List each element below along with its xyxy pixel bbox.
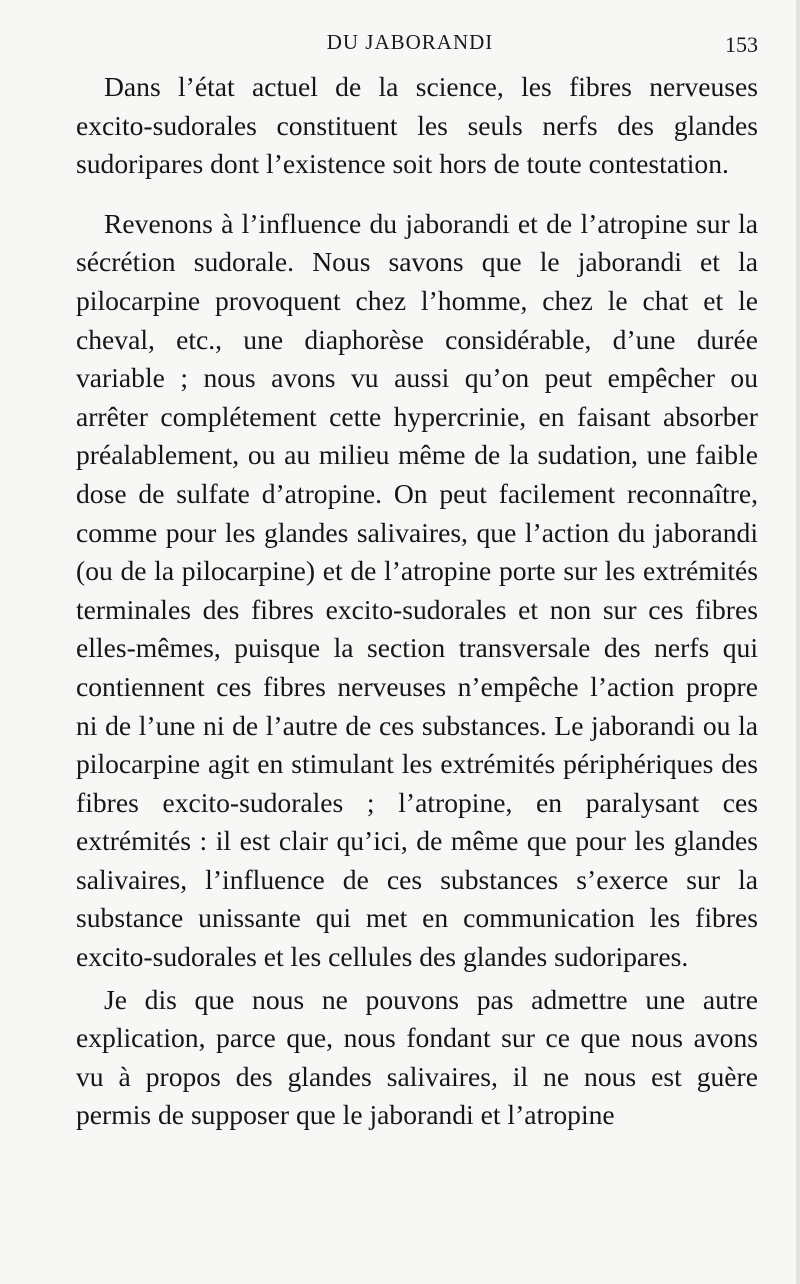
running-head xyxy=(0,30,800,60)
page-edge xyxy=(796,0,800,1284)
body-text xyxy=(76,68,758,1135)
running-title: DU JABORANDI xyxy=(326,30,494,54)
page-number: 153 xyxy=(725,32,758,57)
paragraph: Je dis que nous ne pouvons pas admettre une autre explication, parce que, nous fondant sur ce que nous avons vu à propos des glandes salivaires, il ne nous est guère permis de supposer que le jaborandi et l’atropine xyxy=(76,983,758,1131)
paragraph: Revenons à l’influence du jaborandi et de l’atropine sur la sécrétion sudorale. Nous savons que le jaborandi et la pilocarpine provoquent chez l’homme, chez le chat et le cheval, etc., une diaphorèse considérable, d’une durée variable ; nous avons vu aussi qu’on peut empêcher ou arrêter complétement cette hypercrinie, en faisant absorber préalablement, ou au milieu même de la sudation, une faible dose de sulfate d’atropine. On peut facilement reconnaître, comme pour les glandes salivaires, que l’action du jaborandi (ou de la pilocarpine) et de l’atropine porte sur les extrémités terminales des fibres excito-sudorales et non sur ces fibres elles-mêmes, puisque la section transversale des nerfs qui contiennent ces fibres nerveuses n’empêche l’action propre ni de l’une ni de l’autre de ces substances. Le jaborandi ou la pilocarpine agit en stimulant les extrémités périphériques des fibres excito-sudorales ; l’atropine, en paralysant ces extrémités : il est clair qu’ici, de même que pour les glandes salivaires, l’influence de ces substances s’exerce sur la substance unissante qui met en communication les fibres excito-sudorales et les cellules des glandes sudoripares. xyxy=(76,207,758,973)
paragraph: Dans l’état actuel de la science, les fibres nerveuses excito-sudorales constituent les seuls nerfs des glandes sudoripares dont l’existence soit hors de toute contestation. xyxy=(76,71,758,180)
